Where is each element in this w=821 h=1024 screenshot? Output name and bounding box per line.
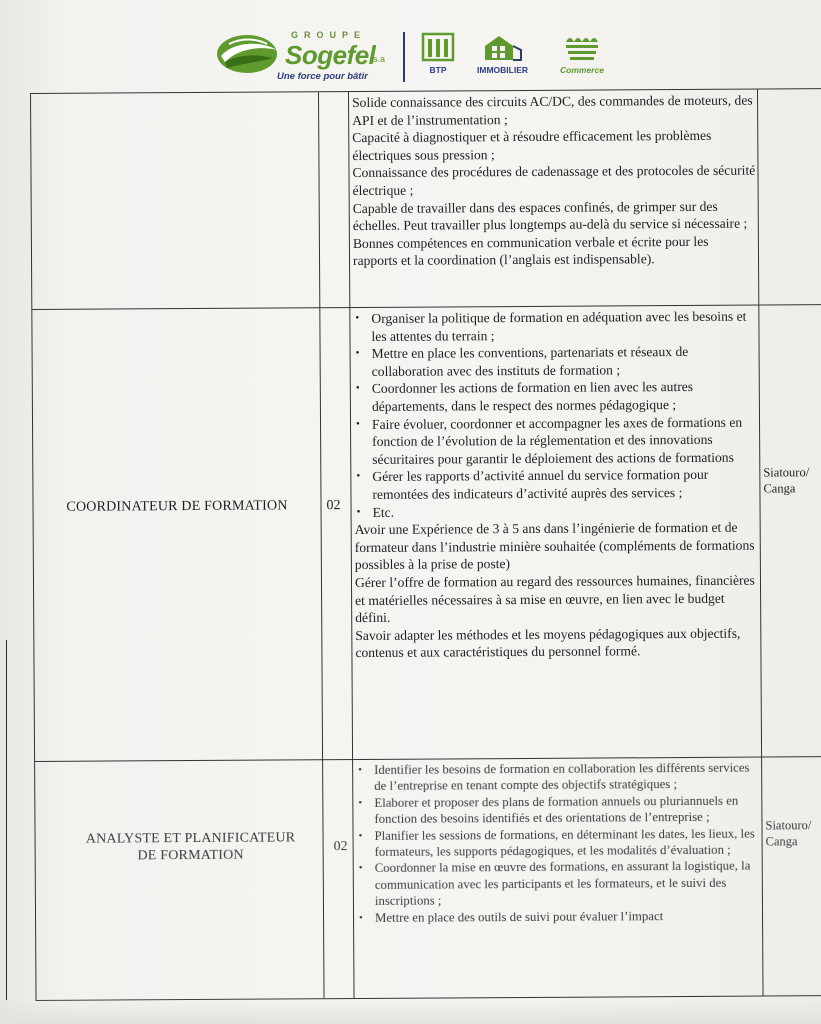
division-label-btp: BTP bbox=[429, 65, 447, 75]
brand-groupe-label: GROUPE bbox=[291, 30, 367, 40]
house-icon bbox=[481, 32, 525, 62]
job-location: Siatouro/ Canga bbox=[765, 818, 812, 849]
table-row-electrical-requirements bbox=[352, 92, 756, 270]
bullet-icon: • bbox=[355, 347, 360, 360]
header-divider bbox=[403, 32, 405, 82]
list-item: • Etc. bbox=[356, 504, 395, 520]
list-item: • Organiser la politique de formation en adéquation avec les besoins et les attentes du terrain ; bbox=[355, 308, 747, 344]
bullet-icon: • bbox=[355, 417, 360, 430]
division-commerce bbox=[560, 32, 604, 75]
bullet-icon: • bbox=[356, 470, 361, 483]
brand-tagline: Une force pour bâtir bbox=[277, 71, 368, 82]
building-columns-icon bbox=[421, 32, 455, 62]
market-stall-icon bbox=[562, 32, 602, 62]
bullet-icon: • bbox=[358, 763, 363, 777]
bullet-icon: • bbox=[355, 382, 360, 395]
requirement-text: Avoir une Expérience de 3 à 5 ans dans l’ingénierie de formation et de formateur dans l’industrie minière souhaitée (compléments de formations possibles à la prise de poste) bbox=[354, 519, 755, 573]
list-item: • Faire évoluer, coordonner et accompagner les axes de formations en fonction de l’évolution de la réglementation et des innovations sécuritaires pour garantir le déploiement des actions de formations bbox=[355, 414, 743, 467]
responsibilities-list bbox=[356, 760, 760, 927]
list-item: • Coordonner les actions de formation en lien avec les autres départements, dans le respect des normes pédagogique ; bbox=[355, 379, 694, 414]
job-title: ANALYSTE ET PLANIFICATEUR DE FORMATION bbox=[85, 830, 296, 864]
bullet-icon: • bbox=[358, 829, 363, 842]
division-btp bbox=[421, 32, 455, 75]
requirement-text: Capacité à diagnostiquer et à résoudre efficacement les problèmes électriques sous pression ; bbox=[352, 128, 712, 163]
job-positions-count: 02 bbox=[326, 498, 341, 514]
page-shadow bbox=[0, 998, 821, 1024]
job-positions-count: 02 bbox=[333, 839, 348, 855]
brand-suffix: s.a bbox=[373, 54, 386, 64]
page-binding-edge bbox=[0, 640, 7, 1000]
requirement-text: Solide connaissance des circuits AC/DC, des commandes de moteurs, des API et de l’instrumentation ; bbox=[352, 92, 753, 128]
list-item: • Mettre en place des outils de suivi pour évaluer l’impact bbox=[359, 908, 664, 925]
job-location: Siatouro/ Canga bbox=[763, 465, 810, 496]
sogefel-logo-icon bbox=[215, 32, 285, 78]
brand-name: Sogefel bbox=[285, 40, 376, 70]
table-row-coordinateur-description bbox=[353, 308, 758, 662]
requirement-text: Connaissance des procédures de cadenassage et des protocoles de sécurité électrique ; bbox=[352, 162, 756, 198]
list-item: • Coordonner la mise en œuvre des formations, en assurant la logistique, la communication avec les participants et les formateurs, et le suivi des inscriptions ; bbox=[358, 859, 751, 909]
column-divider bbox=[318, 92, 325, 998]
bullet-icon: • bbox=[359, 911, 363, 924]
list-item: • Identifier les besoins de formation en collaboration les différents services de l’entreprise en tenant compte des objectifs stratégiques ; bbox=[358, 760, 750, 794]
letterhead bbox=[215, 28, 635, 88]
job-offers-table bbox=[30, 88, 821, 1001]
division-label-commerce: Commerce bbox=[560, 65, 604, 75]
requirement-text: Savoir adapter les méthodes et les moyens pédagogiques aux objectifs, contenus et aux caractéristiques du personnel formé. bbox=[355, 625, 741, 661]
list-item: • Elaborer et proposer des plans de formation annuels ou pluriannuels en fonction des besoins identifiés et des orientations de l’entreprise ; bbox=[358, 793, 739, 827]
table-row-analyste-description bbox=[356, 760, 760, 927]
list-item: • Gérer les rapports d’activité annuel du service formation pour remontées des indicateurs d’activité auprès des services ; bbox=[356, 467, 709, 502]
bullet-icon: • bbox=[355, 311, 360, 325]
division-immobilier bbox=[477, 32, 528, 75]
list-item: • Planifier les sessions de formations, en déterminant les dates, les lieux, les formateurs, les supports pédagogiques, et les modalités d’évaluation ; bbox=[358, 826, 755, 859]
list-item: • Mettre en place les conventions, partenariats et réseaux de collaboration avec des instituts de formation ; bbox=[355, 344, 689, 379]
bullet-icon: • bbox=[358, 796, 363, 809]
division-label-immobilier: IMMOBILIER bbox=[477, 65, 528, 75]
job-title: COORDINATEUR DE FORMATION bbox=[66, 498, 288, 515]
bullet-icon: • bbox=[356, 505, 361, 518]
requirement-text: Capable de travailler dans des espaces confinés, de grimper sur des échelles. Peut travailler plus longtemps au-delà du service si nécessaire ; bbox=[352, 198, 748, 234]
requirement-text: Bonnes compétences en communication verbale et écrite pour les rapports et la coordination (l’anglais est indispensable). bbox=[352, 233, 709, 269]
requirement-text: Gérer l’offre de formation au regard des ressources humaines, financières et matérielles nécessaires à sa mise en œuvre, en lien avec le budget défini. bbox=[354, 572, 755, 626]
responsibilities-list bbox=[353, 308, 757, 522]
bullet-icon: • bbox=[358, 862, 363, 875]
